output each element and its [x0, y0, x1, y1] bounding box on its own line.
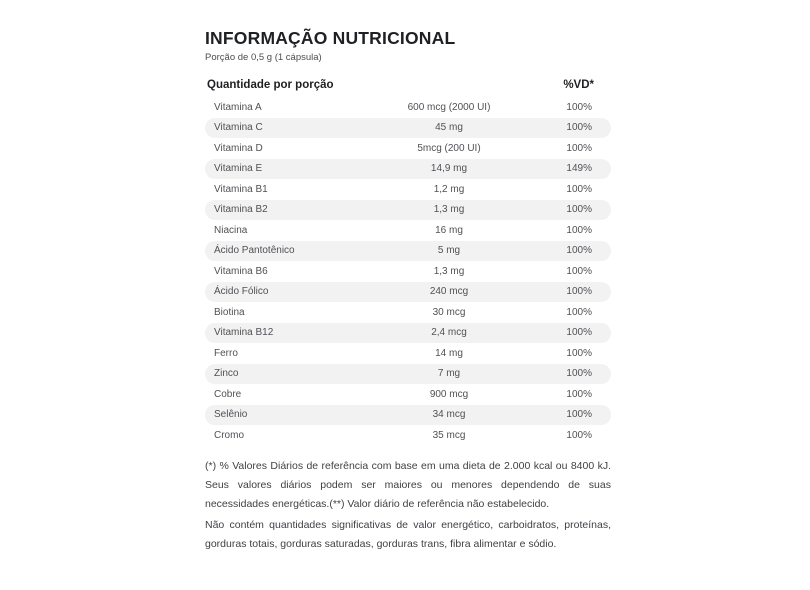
nutrient-amount: 45 mg [435, 122, 463, 134]
nutrient-amount: 1,2 mg [433, 183, 465, 195]
nutrient-daily-value: 100% [566, 265, 592, 277]
nutrient-amount: 900 mcg [429, 388, 469, 400]
table-header-row [205, 79, 611, 97]
nutrient-name: Zinco [214, 368, 239, 380]
nutrient-daily-value: 100% [566, 306, 592, 318]
nutrient-daily-value: 100% [566, 101, 592, 113]
table-row [205, 159, 611, 180]
table-row [205, 220, 611, 241]
nutrient-amount: 5mcg (200 UI) [417, 142, 481, 154]
nutrient-name: Vitamina E [214, 163, 263, 175]
nutrient-name: Cromo [214, 429, 245, 441]
table-row [205, 179, 611, 200]
nutrient-daily-value: 100% [566, 347, 592, 359]
nutrient-daily-value: 100% [566, 368, 592, 380]
nutrient-daily-value: 100% [566, 183, 592, 195]
nutrient-amount: 7 mg [437, 368, 461, 380]
nutrient-amount: 5 mg [437, 245, 461, 257]
nutrient-name: Ferro [214, 347, 238, 359]
table-row [205, 241, 611, 262]
table-row [205, 282, 611, 303]
nutrient-amount: 30 mcg [432, 306, 466, 318]
nutrient-name: Vitamina B12 [214, 327, 274, 339]
table-row [205, 384, 611, 405]
nutrient-daily-value: 100% [566, 429, 592, 441]
daily-values-footnote: (*) % Valores Diários de referência com base em uma dieta de 2.000 kcal ou 8400 kJ. Seus valores diários podem ser maiores ou menores dependendo de suas necessidades energéticas.(**) Valor diário de referência não estabelecido. [205, 459, 611, 510]
nutrient-name: Selênio [214, 409, 248, 421]
nutrient-amount: 14,9 mg [430, 163, 468, 175]
nutrient-name: Ácido Pantotênico [214, 245, 295, 257]
nutrient-name: Niacina [214, 224, 248, 236]
table-row [205, 118, 611, 139]
nutrient-name: Vitamina D [214, 142, 263, 154]
table-row [205, 138, 611, 159]
nutrient-amount: 16 mg [435, 224, 463, 236]
nutrient-daily-value: 100% [566, 409, 592, 421]
table-row [205, 425, 611, 446]
nutrient-name: Vitamina B6 [214, 265, 268, 277]
table-row [205, 343, 611, 364]
nutrient-name: Ácido Fólico [214, 286, 269, 298]
nutrition-label-content [205, 28, 611, 554]
nutrient-name: Cobre [214, 388, 242, 400]
nutrient-amount: 14 mg [435, 347, 463, 359]
footnotes-section [205, 457, 611, 554]
nutrient-daily-value: 149% [566, 163, 592, 175]
table-row [205, 323, 611, 344]
nutrient-amount: 600 mcg (2000 UI) [407, 101, 491, 113]
nutrient-amount: 34 mcg [432, 409, 466, 421]
nutrient-daily-value: 100% [566, 204, 592, 216]
amount-per-serving-header: Quantidade por porção [207, 79, 334, 91]
table-row [205, 405, 611, 426]
table-row [205, 261, 611, 282]
nutrient-amount: 35 mcg [432, 429, 466, 441]
nutrient-amount: 1,3 mg [433, 265, 465, 277]
serving-size-text: Porção de 0,5 g (1 cápsula) [205, 52, 322, 63]
no-significant-amounts-footnote: Não contém quantidades significativas de valor energético, carboidratos, proteínas, gorduras totais, gorduras saturadas, gorduras trans, fibra alimentar e sódio. [205, 518, 611, 550]
nutrient-daily-value: 100% [566, 122, 592, 134]
nutrient-amount: 240 mcg [429, 286, 469, 298]
nutrient-daily-value: 100% [566, 224, 592, 236]
table-row [205, 302, 611, 323]
nutrient-amount: 2,4 mcg [431, 327, 467, 339]
page-title: INFORMAÇÃO NUTRICIONAL [205, 28, 456, 48]
nutrient-name: Vitamina A [214, 101, 262, 113]
nutrient-daily-value: 100% [566, 388, 592, 400]
nutrient-daily-value: 100% [566, 245, 592, 257]
nutrition-table-body [205, 97, 611, 446]
nutrient-name: Vitamina B1 [214, 183, 268, 195]
table-row [205, 364, 611, 385]
nutrient-name: Biotina [214, 306, 245, 318]
nutrient-name: Vitamina B2 [214, 204, 268, 216]
nutrient-daily-value: 100% [566, 142, 592, 154]
daily-value-header: %VD* [563, 79, 594, 91]
table-row [205, 97, 611, 118]
nutrient-daily-value: 100% [566, 286, 592, 298]
nutrient-amount: 1,3 mg [433, 204, 465, 216]
nutrient-daily-value: 100% [566, 327, 592, 339]
nutrient-name: Vitamina C [214, 122, 263, 134]
table-row [205, 200, 611, 221]
